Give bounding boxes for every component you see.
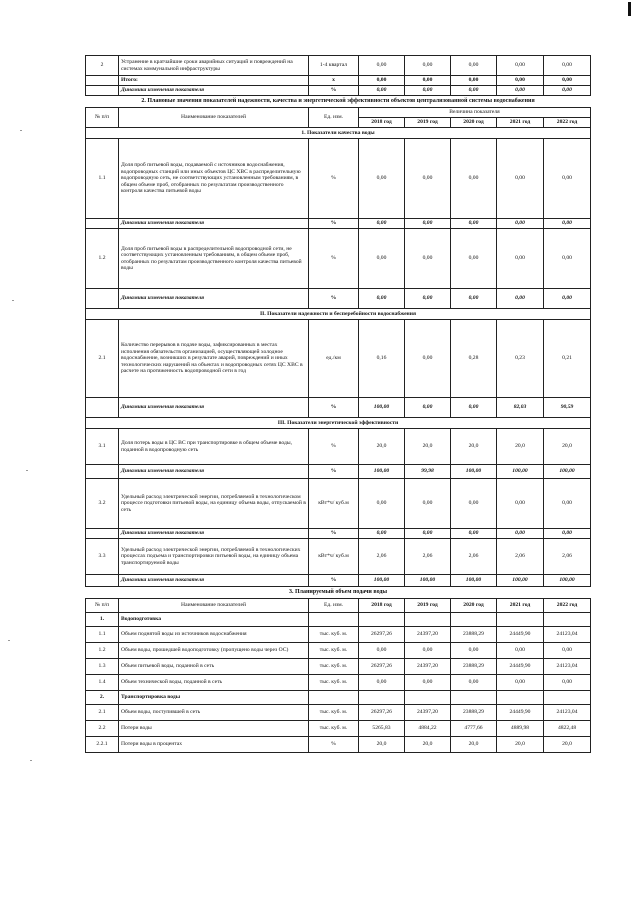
value-cell: 20,0 bbox=[451, 429, 497, 465]
value-cell bbox=[497, 691, 544, 705]
table-row bbox=[86, 229, 591, 289]
row-unit: тыс. куб. м. bbox=[309, 659, 359, 675]
value-cell: 0,23 bbox=[497, 320, 544, 398]
value-cell: 0,00 bbox=[451, 219, 497, 229]
row-name: Объем технической воды, поданной в сеть bbox=[119, 675, 309, 691]
col-header-name: Наименование показателей bbox=[119, 108, 309, 128]
value-cell: 0,00 bbox=[405, 529, 451, 539]
row-number bbox=[86, 575, 119, 587]
value-cell: 0,00 bbox=[544, 289, 591, 309]
value-cell: 0,00 bbox=[451, 76, 497, 86]
row-name: Доля потерь воды в ЦС ВС при транспортировке в общем объеме воды, поданной в водопроводную сеть bbox=[119, 429, 309, 465]
section2-title: 2. Плановые значения показателей надежности, качества и энергетической эффективности объектов централизованной системы водоснабжения bbox=[141, 98, 535, 104]
table-row bbox=[86, 76, 591, 86]
value-cell: 24123,04 bbox=[544, 705, 591, 721]
group-title-row bbox=[86, 309, 591, 320]
table-row bbox=[86, 56, 591, 76]
row-unit: тыс. куб. м. bbox=[309, 643, 359, 659]
row-name: Объем воды, прошедшей водоподготовку (пропущено воды через ОС) bbox=[119, 643, 309, 659]
row-unit: % bbox=[309, 465, 359, 479]
value-cell: 0,00 bbox=[451, 229, 497, 289]
value-cell: 0,00 bbox=[497, 643, 544, 659]
row-name: Динамика изменения показателя bbox=[119, 86, 309, 96]
value-cell: 24123,04 bbox=[544, 659, 591, 675]
value-cell: 5265,83 bbox=[359, 721, 405, 737]
col-header-year: 2021 год bbox=[497, 599, 544, 613]
value-cell: 0,00 bbox=[451, 56, 497, 76]
value-cell: 0,00 bbox=[544, 56, 591, 76]
group-title: II. Показатели надежности и бесперебойности водоснабжения bbox=[86, 309, 591, 320]
col-header-year: 2019 год bbox=[405, 599, 451, 613]
value-cell: 0,00 bbox=[359, 643, 405, 659]
value-cell bbox=[451, 613, 497, 627]
row-name: Потери воды bbox=[119, 721, 309, 737]
header-row bbox=[86, 108, 591, 118]
table-row bbox=[86, 627, 591, 643]
value-cell: 100,00 bbox=[359, 398, 405, 418]
table-row bbox=[86, 721, 591, 737]
col-header-year: 2022 год bbox=[544, 599, 591, 613]
table-row bbox=[86, 529, 591, 539]
value-cell: 0,00 bbox=[544, 219, 591, 229]
row-name: Доля проб питьевой воды, подаваемой с источников водоснабжения, водопроводных станций или иных объектов ЦС ХВС в распределительную водопроводную сеть, не соответствующих установленным требованиям, в общем объеме проб, отобранных по результатам производственного контроля качества питьевой воды bbox=[119, 139, 309, 219]
value-cell: 24397,20 bbox=[405, 659, 451, 675]
col-header-unit: Ед. изм. bbox=[309, 599, 359, 613]
row-unit: кВт*ч/ куб.м bbox=[309, 539, 359, 575]
header-row bbox=[86, 599, 591, 613]
table-row bbox=[86, 613, 591, 627]
value-cell: 0,00 bbox=[451, 398, 497, 418]
row-unit: % bbox=[309, 289, 359, 309]
value-cell: 0,21 bbox=[544, 320, 591, 398]
value-cell: 100,00 bbox=[405, 575, 451, 587]
row-name: Потери воды в процентах bbox=[119, 737, 309, 753]
value-cell: 20,0 bbox=[497, 429, 544, 465]
value-cell: 0,00 bbox=[497, 529, 544, 539]
value-cell: 100,00 bbox=[544, 575, 591, 587]
table-row bbox=[86, 643, 591, 659]
col-header-num: № п/п bbox=[86, 599, 119, 613]
row-name: Динамика изменения показателя bbox=[119, 398, 309, 418]
row-name: Динамика изменения показателя bbox=[119, 289, 309, 309]
row-unit: % bbox=[309, 229, 359, 289]
value-cell: 100,00 bbox=[451, 575, 497, 587]
table-row bbox=[86, 575, 591, 587]
row-number bbox=[86, 86, 119, 96]
row-unit: х bbox=[309, 76, 359, 86]
row-number: 1.4 bbox=[86, 675, 119, 691]
scan-speck bbox=[26, 470, 28, 471]
value-cell: 0,00 bbox=[544, 86, 591, 96]
value-cell: 0,00 bbox=[497, 86, 544, 96]
row-unit: % bbox=[309, 219, 359, 229]
row-number bbox=[86, 465, 119, 479]
value-cell: 24449,90 bbox=[497, 659, 544, 675]
value-cell: 24449,90 bbox=[497, 627, 544, 643]
value-cell: 0,00 bbox=[497, 479, 544, 529]
value-cell: 0,00 bbox=[359, 289, 405, 309]
value-cell: 2,06 bbox=[544, 539, 591, 575]
row-number bbox=[86, 398, 119, 418]
row-name: Объем воды, поступившей в сеть bbox=[119, 705, 309, 721]
row-name: Устранение в кратчайшие сроки аварийных ситуаций и повреждений на системах коммунальной инфраструктуры bbox=[119, 56, 309, 76]
value-cell: 20,0 bbox=[405, 429, 451, 465]
section3-table bbox=[85, 587, 591, 753]
value-cell: 0,00 bbox=[405, 675, 451, 691]
value-cell: 0,00 bbox=[451, 86, 497, 96]
value-cell: 0,00 bbox=[544, 479, 591, 529]
value-cell: 4822,48 bbox=[544, 721, 591, 737]
row-unit bbox=[309, 691, 359, 705]
value-cell: 99,98 bbox=[405, 465, 451, 479]
value-cell: 2,06 bbox=[451, 539, 497, 575]
row-name: Динамика изменения показателя bbox=[119, 529, 309, 539]
row-number bbox=[86, 529, 119, 539]
table-row bbox=[86, 429, 591, 465]
table-row bbox=[86, 737, 591, 753]
value-cell: 20,0 bbox=[544, 429, 591, 465]
row-unit: 1-4 квартал bbox=[309, 56, 359, 76]
row-unit: % bbox=[309, 139, 359, 219]
value-cell: 0,00 bbox=[405, 289, 451, 309]
value-cell: 0,00 bbox=[451, 643, 497, 659]
row-name: Объем поднятой воды из источников водоснабжения bbox=[119, 627, 309, 643]
row-number: 1.2 bbox=[86, 229, 119, 289]
value-cell: 0,00 bbox=[359, 76, 405, 86]
value-cell: 0,16 bbox=[359, 320, 405, 398]
row-number: 3.2 bbox=[86, 479, 119, 529]
row-number: 1.3 bbox=[86, 659, 119, 675]
value-cell bbox=[405, 613, 451, 627]
row-number: 3.1 bbox=[86, 429, 119, 465]
table-row bbox=[86, 691, 591, 705]
row-unit: % bbox=[309, 575, 359, 587]
value-cell bbox=[359, 691, 405, 705]
value-cell: 0,00 bbox=[405, 479, 451, 529]
value-cell: 4777,66 bbox=[451, 721, 497, 737]
col-header-year: 2021 год bbox=[497, 118, 544, 128]
value-cell: 20,0 bbox=[451, 737, 497, 753]
section3-title: 3. Планируемый объем подачи воды bbox=[288, 589, 388, 595]
row-number: 2.1 bbox=[86, 705, 119, 721]
value-cell: 100,00 bbox=[497, 465, 544, 479]
table-row bbox=[86, 139, 591, 219]
table-row bbox=[86, 659, 591, 675]
table-row bbox=[86, 219, 591, 229]
row-name: Водоподготовка bbox=[119, 613, 309, 627]
group-title: III. Показатели энергетической эффективности bbox=[86, 418, 591, 429]
row-number bbox=[86, 219, 119, 229]
row-unit: тыс. куб. м. bbox=[309, 675, 359, 691]
value-cell: 23888,29 bbox=[451, 705, 497, 721]
table-row bbox=[86, 705, 591, 721]
row-name: Удельный расход электрической энергии, потребляемой в технологических процессах подъема и транспортировки питьевой воды, на единицу объема транспортируемой воды bbox=[119, 539, 309, 575]
row-number: 1.1 bbox=[86, 139, 119, 219]
value-cell: 0,00 bbox=[405, 219, 451, 229]
row-name: Объем питьевой воды, поданной в сеть bbox=[119, 659, 309, 675]
row-number: 2.1 bbox=[86, 320, 119, 398]
col-header-num: № п/п bbox=[86, 108, 119, 128]
table-row bbox=[86, 289, 591, 309]
top-table bbox=[85, 55, 591, 96]
col-header-year: 2018 год bbox=[359, 599, 405, 613]
value-cell: 0,00 bbox=[359, 675, 405, 691]
row-name: Количество перерывов в подаче воды, зафиксированных в местах исполнения обязательств организацией, осуществляющей холодное водоснабжение, возникших в результате аварий, повреждений и иных технологических нарушений на объектах и водопроводных сетях ЦС ХВС в расчете на протяженность водопроводной сети в год bbox=[119, 320, 309, 398]
value-cell: 0,28 bbox=[451, 320, 497, 398]
row-unit: % bbox=[309, 529, 359, 539]
value-cell: 0,00 bbox=[359, 56, 405, 76]
group-title: 1. Показатели качества воды bbox=[86, 128, 591, 139]
value-cell: 4889,98 bbox=[497, 721, 544, 737]
row-name: Динамика изменения показателя bbox=[119, 219, 309, 229]
group-title-row bbox=[86, 418, 591, 429]
value-cell: 0,00 bbox=[544, 529, 591, 539]
value-cell: 23888,29 bbox=[451, 659, 497, 675]
value-cell: 0,00 bbox=[451, 289, 497, 309]
value-cell: 0,00 bbox=[359, 479, 405, 529]
value-cell bbox=[451, 691, 497, 705]
row-number: 2 bbox=[86, 56, 119, 76]
value-cell: 0,00 bbox=[497, 139, 544, 219]
value-cell: 26297,26 bbox=[359, 627, 405, 643]
value-cell: 100,00 bbox=[451, 465, 497, 479]
value-cell: 100,00 bbox=[544, 465, 591, 479]
value-cell: 0,00 bbox=[497, 675, 544, 691]
value-cell bbox=[497, 613, 544, 627]
table-row bbox=[86, 320, 591, 398]
row-number: 2. bbox=[86, 691, 119, 705]
row-number: 1.2 bbox=[86, 643, 119, 659]
value-cell: 0,00 bbox=[451, 675, 497, 691]
table-row bbox=[86, 539, 591, 575]
value-cell: 24449,90 bbox=[497, 705, 544, 721]
value-cell: 0,00 bbox=[405, 76, 451, 86]
value-cell: 0,00 bbox=[405, 229, 451, 289]
row-unit: % bbox=[309, 737, 359, 753]
document-page bbox=[85, 55, 590, 753]
col-header-year: 2022 год bbox=[544, 118, 591, 128]
value-cell: 2,06 bbox=[497, 539, 544, 575]
table-row bbox=[86, 86, 591, 96]
value-cell: 0,00 bbox=[544, 229, 591, 289]
value-cell: 24123,04 bbox=[544, 627, 591, 643]
scan-speck bbox=[20, 130, 22, 131]
value-cell bbox=[544, 613, 591, 627]
value-cell: 100,00 bbox=[359, 465, 405, 479]
row-name: Доля проб питьевой воды в распределительной водопроводной сети, не соответствующих установленным требованиям, в общем объеме проб, отобранных по результатам производственного контроля качества питьевой воды bbox=[119, 229, 309, 289]
value-cell: 90,59 bbox=[544, 398, 591, 418]
value-cell: 0,00 bbox=[497, 219, 544, 229]
row-number: 3.3 bbox=[86, 539, 119, 575]
value-cell: 0,00 bbox=[497, 289, 544, 309]
value-cell: 0,00 bbox=[451, 479, 497, 529]
value-cell: 20,0 bbox=[405, 737, 451, 753]
value-cell: 20,0 bbox=[359, 737, 405, 753]
row-unit bbox=[309, 613, 359, 627]
value-cell: 0,00 bbox=[405, 86, 451, 96]
col-header-year: 2020 год bbox=[451, 599, 497, 613]
value-cell: 26297,26 bbox=[359, 705, 405, 721]
value-cell bbox=[359, 613, 405, 627]
table-row bbox=[86, 398, 591, 418]
row-name: Удельный расход электрической энергии, потребляемой в технологическом процессе подготовки питьевой воды, на единицу объема воды, отпускаемой в сеть bbox=[119, 479, 309, 529]
value-cell: 20,0 bbox=[359, 429, 405, 465]
row-unit: % bbox=[309, 398, 359, 418]
value-cell: 20,0 bbox=[544, 737, 591, 753]
col-header-values: Величина показателя bbox=[359, 108, 591, 118]
row-unit: % bbox=[309, 86, 359, 96]
value-cell: 0,00 bbox=[544, 643, 591, 659]
col-header-year: 2020 год bbox=[451, 118, 497, 128]
value-cell bbox=[544, 691, 591, 705]
value-cell: 100,00 bbox=[497, 575, 544, 587]
value-cell: 0,00 bbox=[544, 139, 591, 219]
table-row bbox=[86, 465, 591, 479]
row-number: 2.2 bbox=[86, 721, 119, 737]
value-cell: 0,00 bbox=[405, 320, 451, 398]
row-unit: тыс. куб. м. bbox=[309, 705, 359, 721]
edge-mark bbox=[628, 2, 631, 16]
row-unit: тыс. куб. м. bbox=[309, 627, 359, 643]
row-name: Динамика изменения показателя bbox=[119, 465, 309, 479]
row-number bbox=[86, 289, 119, 309]
row-number: 1. bbox=[86, 613, 119, 627]
value-cell: 0,00 bbox=[359, 529, 405, 539]
scan-speck bbox=[30, 760, 32, 761]
value-cell: 82,03 bbox=[497, 398, 544, 418]
row-number bbox=[86, 76, 119, 86]
row-name: Итого: bbox=[119, 76, 309, 86]
value-cell: 24397,20 bbox=[405, 705, 451, 721]
value-cell: 23888,29 bbox=[451, 627, 497, 643]
value-cell: 0,00 bbox=[451, 139, 497, 219]
row-unit: кВт*ч/ куб.м bbox=[309, 479, 359, 529]
value-cell: 0,00 bbox=[497, 229, 544, 289]
row-number: 1.1 bbox=[86, 627, 119, 643]
row-unit: % bbox=[309, 429, 359, 465]
value-cell: 2,06 bbox=[359, 539, 405, 575]
col-header-year: 2018 год bbox=[359, 118, 405, 128]
section2-table bbox=[85, 96, 591, 587]
value-cell: 0,00 bbox=[405, 398, 451, 418]
col-header-year: 2019 год bbox=[405, 118, 451, 128]
scan-speck bbox=[8, 640, 10, 641]
value-cell: 0,00 bbox=[405, 56, 451, 76]
value-cell: 0,00 bbox=[405, 139, 451, 219]
row-number: 2.2.1 bbox=[86, 737, 119, 753]
row-name: Транспортировка воды bbox=[119, 691, 309, 705]
value-cell: 0,00 bbox=[359, 139, 405, 219]
value-cell: 4884,22 bbox=[405, 721, 451, 737]
group-title-row bbox=[86, 128, 591, 139]
value-cell: 0,00 bbox=[451, 529, 497, 539]
value-cell: 0,00 bbox=[497, 56, 544, 76]
value-cell: 0,00 bbox=[405, 643, 451, 659]
value-cell: 2,06 bbox=[405, 539, 451, 575]
col-header-name: Наименование показателей bbox=[119, 599, 309, 613]
value-cell: 26297,26 bbox=[359, 659, 405, 675]
table-row bbox=[86, 675, 591, 691]
value-cell: 0,00 bbox=[359, 86, 405, 96]
scan-speck bbox=[12, 300, 14, 301]
row-unit: тыс. куб. м. bbox=[309, 721, 359, 737]
table-row bbox=[86, 479, 591, 529]
value-cell: 0,00 bbox=[544, 675, 591, 691]
value-cell: 0,00 bbox=[359, 219, 405, 229]
value-cell: 20,0 bbox=[497, 737, 544, 753]
value-cell: 0,00 bbox=[497, 76, 544, 86]
row-unit: ед./км bbox=[309, 320, 359, 398]
col-header-unit: Ед. изм. bbox=[309, 108, 359, 128]
value-cell bbox=[405, 691, 451, 705]
value-cell: 24397,20 bbox=[405, 627, 451, 643]
value-cell: 0,00 bbox=[359, 229, 405, 289]
value-cell: 100,00 bbox=[359, 575, 405, 587]
value-cell: 0,00 bbox=[544, 76, 591, 86]
row-name: Динамика изменения показателя bbox=[119, 575, 309, 587]
